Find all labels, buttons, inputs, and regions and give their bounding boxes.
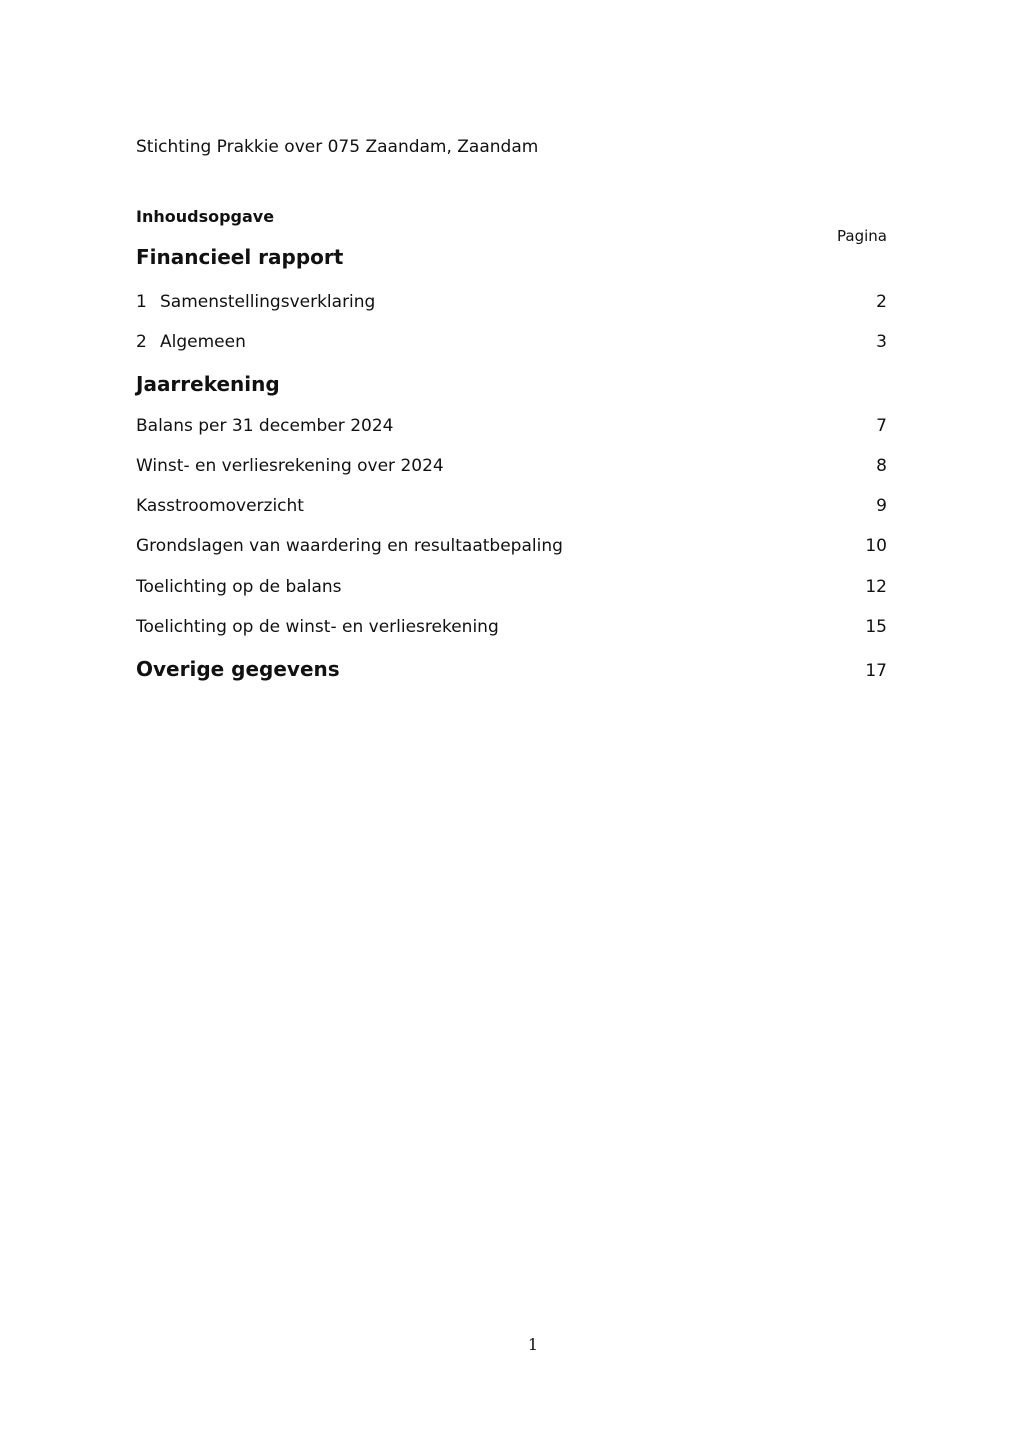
toc-entry-label: Kasstroomoverzicht bbox=[136, 496, 304, 516]
section-heading: Overige gegevens bbox=[136, 657, 340, 681]
toc-entry-page: 12 bbox=[865, 577, 887, 597]
section-heading: Financieel rapport bbox=[136, 245, 344, 269]
toc-entry-page: 2 bbox=[876, 292, 887, 312]
toc-entry-label: Winst- en verliesrekening over 2024 bbox=[136, 456, 444, 476]
toc-section-overige-gegevens[interactable] bbox=[136, 657, 887, 681]
toc-title: Inhoudsopgave bbox=[136, 207, 275, 226]
toc-entry-page: 8 bbox=[876, 456, 887, 476]
toc-entry-label: Algemeen bbox=[160, 332, 246, 352]
page-column-label: Pagina bbox=[837, 227, 887, 245]
toc-entry[interactable] bbox=[136, 456, 887, 476]
toc-entry-page: 15 bbox=[865, 617, 887, 637]
toc-entry-label: Toelichting op de winst- en verliesrekening bbox=[136, 617, 499, 637]
toc-entry[interactable] bbox=[136, 416, 887, 436]
toc-entry[interactable] bbox=[136, 577, 887, 597]
section-page: 17 bbox=[865, 661, 887, 681]
toc-entry-page: 9 bbox=[876, 496, 887, 516]
toc-entry-label: Samenstellingsverklaring bbox=[160, 292, 376, 312]
toc-entry[interactable] bbox=[136, 536, 887, 556]
toc-entry-page: 3 bbox=[876, 332, 887, 352]
toc-section-jaarrekening[interactable] bbox=[136, 372, 887, 396]
toc-entry-label: Grondslagen van waardering en resultaatbepaling bbox=[136, 536, 563, 556]
toc-entry-number: 1 bbox=[136, 292, 147, 312]
toc-entry[interactable] bbox=[136, 617, 887, 637]
toc-entry-title bbox=[136, 292, 375, 312]
toc-entry-label: Balans per 31 december 2024 bbox=[136, 416, 394, 436]
toc-entry-label: Toelichting op de balans bbox=[136, 577, 342, 597]
page-number: 1 bbox=[527, 1335, 539, 1354]
toc-entry-number: 2 bbox=[136, 332, 147, 352]
toc-entry[interactable] bbox=[136, 332, 887, 352]
toc-entry[interactable] bbox=[136, 496, 887, 516]
toc-entry-page: 10 bbox=[865, 536, 887, 556]
toc-entry[interactable] bbox=[136, 292, 887, 312]
toc-entry-title bbox=[136, 332, 246, 352]
toc-section-financieel-rapport[interactable] bbox=[136, 245, 887, 269]
toc-entry-page: 7 bbox=[876, 416, 887, 436]
organization-name: Stichting Prakkie over 075 Zaandam, Zaandam bbox=[136, 137, 539, 157]
section-heading: Jaarrekening bbox=[136, 372, 280, 396]
